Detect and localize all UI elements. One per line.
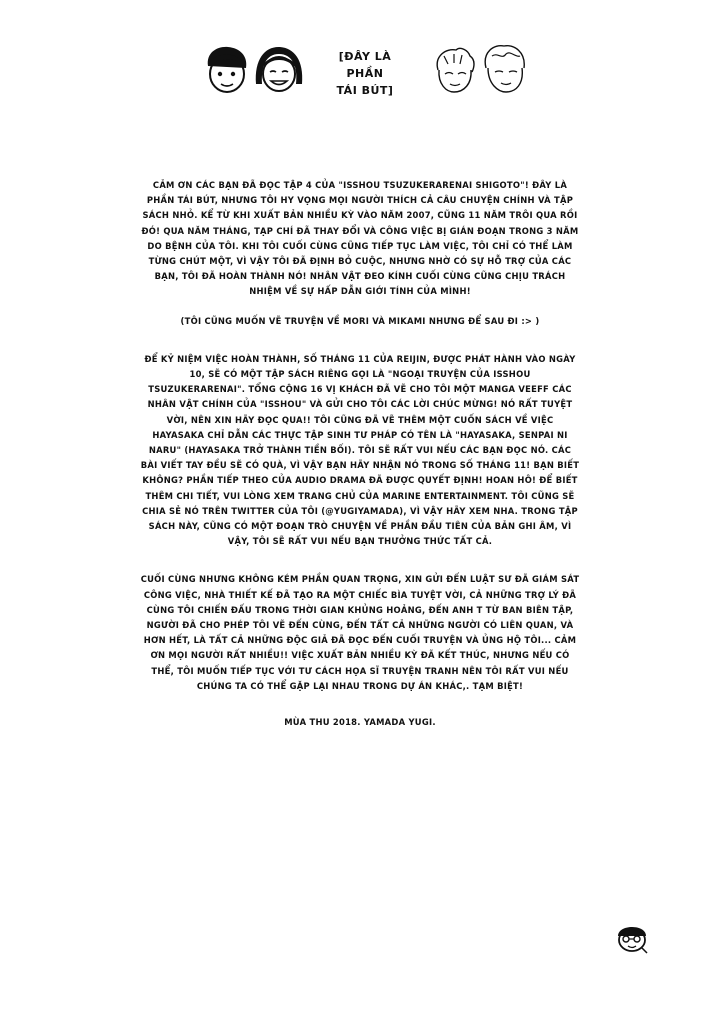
author-mascot-icon [614, 920, 650, 956]
character-face-icon [430, 46, 478, 96]
character-face-icon [480, 42, 530, 96]
page-title-line-1: [ĐÂY LÀ PHẦN [338, 50, 392, 80]
author-face-icon [252, 44, 306, 96]
paragraph-announcement: ĐỂ KỶ NIỆM VIỆC HOÀN THÀNH, SỐ THÁNG 11 CỦA REIJIN, ĐƯỢC PHÁT HÀNH VÀO NGÀY 10, SẼ CÓ MỘT TẬP SÁCH RIÊNG GỌI LÀ "NGOẠI TRUYỆN CỦA ISSHOU TSUZUKERARENAI". TỔNG CỘNG 16 VỊ KHÁCH ĐÃ VẼ CHO TÔI MỘT MANGA VEEFF CÁC NHÂN VẬT CHÍNH CỦA "ISSHOU" VÀ GỬI CHO TÔI CÁC LỜI CHÚC MỪNG! NÓ RẤT TUYỆT VỜI, NÊN XIN HÃY ĐỌC QUA!! TÔI CŨNG ĐÃ VẼ THÊM MỘT CUỐN SÁCH VỀ VIỆC HAYASAKA CHỈ DẪN CÁC THỰC TẬP SINH TƯ PHÁP CÓ TÊN LÀ "HAYASAKA, SENPAI NI NARU" (HAYASAKA TRỞ THÀNH TIỀN BỐI). TÔI SẼ RẤT VUI NẾU CÁC BẠN ĐỌC NÓ. CÁC BÀI VIẾT TAY ĐỀU SẼ CÓ QUÀ, VÌ VẬY BẠN HÃY NHẬN NÓ TRONG SỐ THÁNG 11! BẠN BIẾT KHÔNG? PHẦN TIẾP THEO CỦA AUDIO DRAMA ĐÃ ĐƯỢC QUYẾT ĐỊNH! HOAN HÔ! ĐỂ BIẾT THÊM CHI TIẾT, VUI LÒNG XEM TRANG CHỦ CỦA MARINE ENTERTAINMENT. TÔI CŨNG SẼ CHIA SẺ NÓ TRÊN TWITTER CỦA TÔI (@YUGIYAMADA), VÌ VẬY HÃY XEM NHA. TRONG TẬP SÁCH NÀY, CŨNG CÓ MỘT ĐOẠN TRÒ CHUYỆN VỀ PHẦN ĐẦU TIÊN CỦA BẢN GHI ÂM, VÌ VẬY, TÔI SẼ RẤT VUI NẾU BẠN THƯỞNG THỨC TẤT CẢ. [140, 353, 580, 547]
page-title-line-2: TÁI BÚT] [336, 84, 394, 97]
paragraph-thanks: CẢM ƠN CÁC BẠN ĐÃ ĐỌC TẬP 4 CỦA "ISSHOU TSUZUKERARENAI SHIGOTO"! ĐÂY LÀ PHẦN TÁI BÚT, NHƯNG TÔI HY VỌNG MỌI NGƯỜI THÍCH CẢ CÂU CHUYỆN CHÍNH VÀ TẬP SÁCH NHỎ. KỂ TỪ KHI XUẤT BẢN NHIỀU KỲ VÀO NĂM 2007, CŨNG 11 NĂM TRÔI QUA RỒI ĐÓ! QUA NĂM THÁNG, TẠP CHÍ ĐÃ THAY ĐỔI VÀ CÔNG VIỆC BỊ GIÁN ĐOẠN TRONG 3 NĂM DO BỆNH CỦA TÔI. KHI TÔI CUỐI CÙNG CŨNG TIẾP TỤC LÀM VIỆC, TÔI CHỈ CÓ THỂ LÀM TỪNG CHÚT MỘT, VÌ VẬY TÔI ĐÃ ĐỊNH BỎ CUỘC, NHƯNG NHỜ CÓ SỰ HỖ TRỢ CỦA CÁC BẠN, TÔI ĐÃ HOÀN THÀNH NÓ! NHÂN VẬT ĐEO KÍNH CUỐI CÙNG CŨNG CHỊU TRÁCH NHIỆM VỀ SỰ HẤP DẪN GIỚI TÍNH CỦA MÌNH! [141, 180, 579, 297]
signature: MÙA THU 2018. YAMADA YUGI. [284, 717, 436, 728]
author-face-icon [202, 44, 252, 96]
paragraph-aside: (TÔI CŨNG MUỐN VẼ TRUYỆN VỀ MORI VÀ MIKAMI NHƯNG ĐỂ SAU ĐI :> ) [180, 315, 540, 326]
paragraph-acknowledgements: CUỐI CÙNG NHƯNG KHÔNG KÉM PHẦN QUAN TRỌNG, XIN GỬI ĐẾN LUẬT SƯ ĐÃ GIÁM SÁT CÔNG VIỆC, NHÀ THIẾT KẾ ĐÃ TẠO RA MỘT CHIẾC BÌA TUYỆT VỜI, CẢ NHỮNG TRỢ LÝ ĐÃ CÙNG TÔI CHIẾN ĐẤU TRONG THỜI GIAN KHỦNG HOẢNG, ĐẾN ANH T TỪ BAN BIÊN TẬP, NGƯỜI ĐÃ CHO PHÉP TÔI VẼ ĐẾN CÙNG, ĐẾN TẤT CẢ NHỮNG NGƯỜI CÓ LIÊN QUAN, VÀ HƠN HẾT, LÀ TẤT CẢ NHỮNG ĐỘC GIẢ ĐÃ ĐỌC ĐẾN CUỐI TRUYỆN VÀ ỦNG HỘ TÔI... CẢM ƠN MỌI NGƯỜI RẤT NHIỀU!! VIỆC XUẤT BẢN NHIỀU KỲ ĐÃ KẾT THÚC, NHƯNG NẾU CÓ THỂ, TÔI MUỐN TIẾP TỤC VỚI TƯ CÁCH HỌA SĨ TRUYỆN TRANH NÊN TÔI RẤT VUI NẾU CHÚNG TA CÓ THỂ GẶP LẠI NHAU TRONG DỰ ÁN KHÁC,. TẠM BIỆT! [140, 574, 580, 691]
page-title [330, 48, 400, 99]
postscript-body [140, 178, 580, 727]
